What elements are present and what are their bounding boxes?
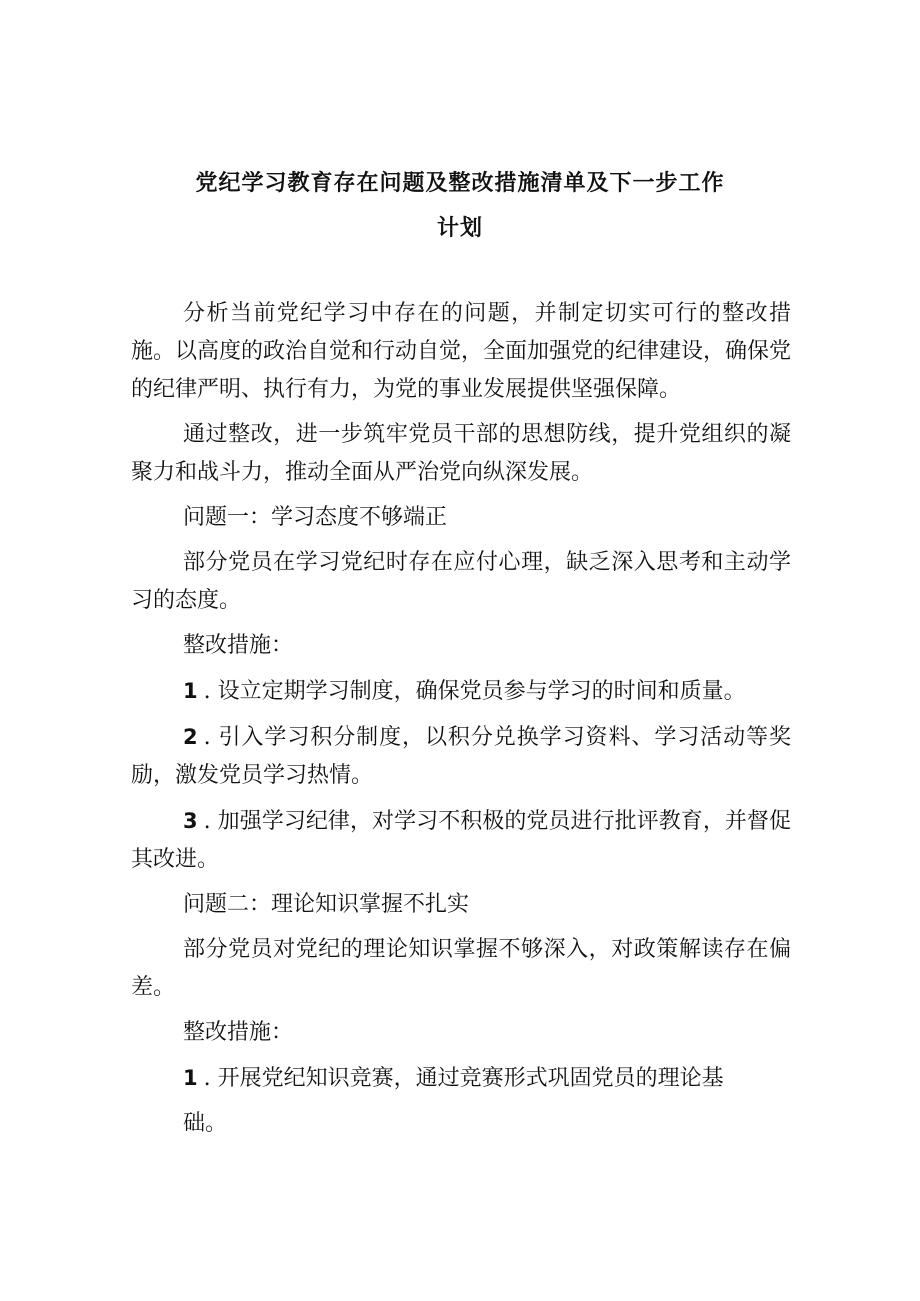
measure-text: . 设立定期学习制度，确保党员参与学习的时间和质量。: [203, 679, 746, 704]
problem2-description: 部分党员对党纪的理论知识掌握不够深入，对政策解读存在偏差。: [131, 937, 791, 1000]
problem1-measure-2: [131, 718, 791, 795]
measure-text: . 加强学习纪律，对学习不积极的党员进行批评教育，并督促其改进。: [131, 809, 791, 872]
document-title-line2: 计划: [436, 216, 483, 241]
measure-text: . 引入学习积分制度，以积分兑换学习资料、学习活动等奖励，激发党员学习热情。: [131, 725, 791, 788]
problem2-measures-label: 整改措施：: [183, 1020, 294, 1045]
problem2-heading: 问题二：理论知识掌握不扎实: [183, 892, 470, 917]
measure-number: 2: [183, 725, 198, 749]
document-title-line1: 党纪学习教育存在问题及整改措施清单及下一步工作: [195, 171, 725, 196]
problem2-measure-1: [131, 1059, 791, 1098]
document-body: [131, 295, 791, 1150]
measure-text: . 开展党纪知识竞赛，通过竞赛形式巩固党员的理论基: [203, 1066, 724, 1091]
problem1-measure-3: [131, 802, 791, 879]
problem2-measure-1-continuation: 础。: [183, 1111, 228, 1136]
measure-number: 1: [183, 1066, 198, 1090]
problem1-measures-label: 整改措施：: [183, 633, 294, 658]
intro-paragraph-2: 通过整改，进一步筑牢党员干部的思想防线，提升党组织的凝聚力和战斗力，推动全面从严治党向纵深发展。: [131, 422, 791, 485]
problem1-heading: 问题一：学习态度不够端正: [183, 505, 448, 530]
measure-number: 1: [183, 679, 198, 703]
intro-paragraph-1: 分析当前党纪学习中存在的问题，并制定切实可行的整改措施。以高度的政治自觉和行动自觉，全面加强党的纪律建设，确保党的纪律严明、执行有力，为党的事业发展提供坚强保障。: [131, 301, 792, 402]
problem1-description: 部分党员在学习党纪时存在应付心理，缺乏深入思考和主动学习的态度。: [131, 550, 791, 613]
problem1-measure-1: [131, 672, 791, 711]
measure-number: 3: [183, 809, 198, 833]
